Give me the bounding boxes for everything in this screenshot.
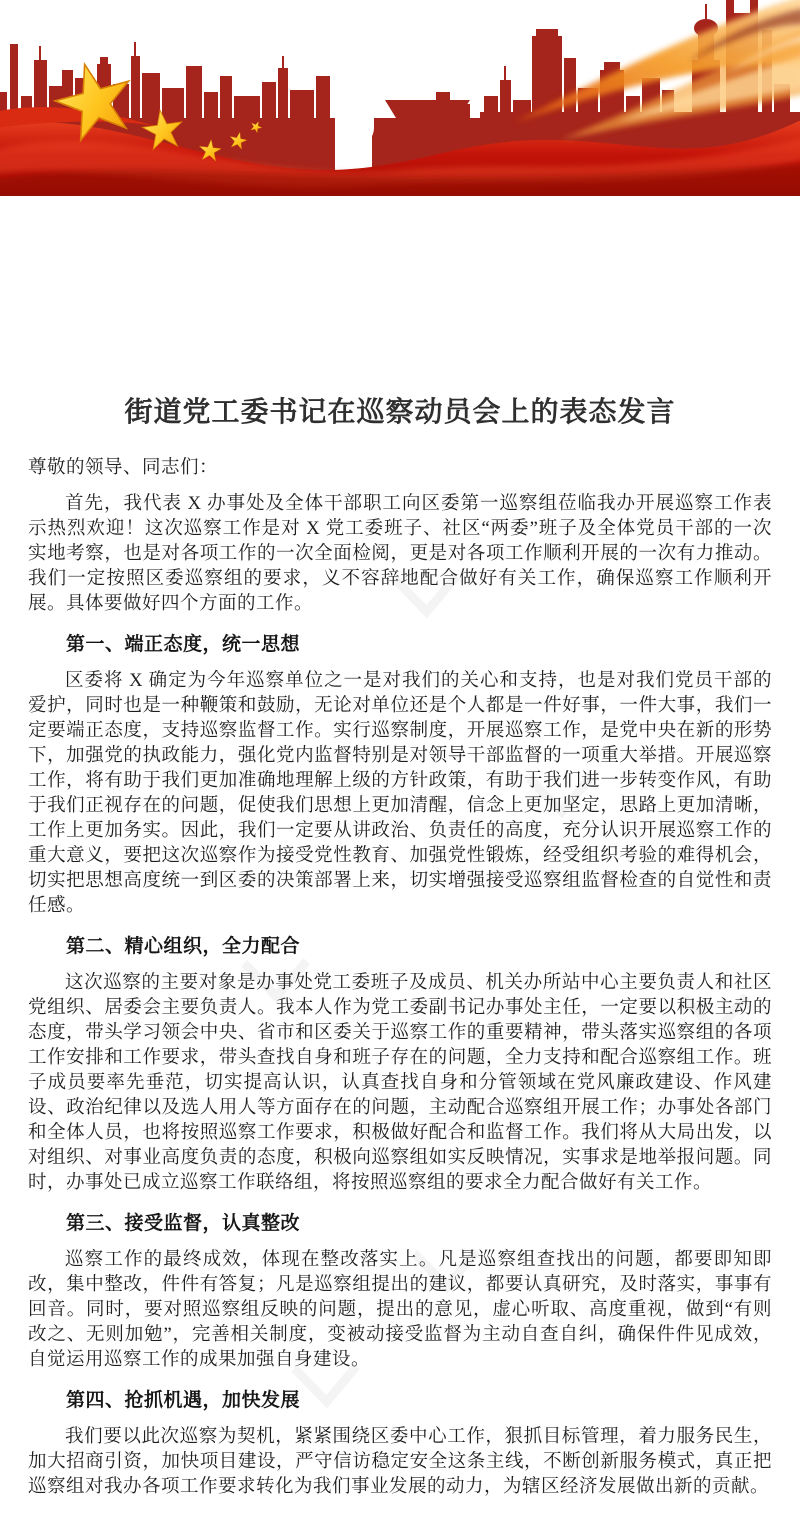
section-1-heading: 第一、端正态度，统一思想: [66, 634, 301, 655]
intro-paragraph: 首先，我代表 X 办事处及全体干部职工向区委第一巡察组莅临我办开展巡察工作表示热烈欢迎！这次巡察工作是对 X 党工委班子、社区“两委”班子及全体党员干部的一次实地考察，也是对各项工作的一次全面检阅，更是对各项工作顺利开展的一次有力推动。我们一定按照区委巡察组的要求，义不容辞地配合做好有关工作，确保巡察工作顺利开展。具体要做好四个方面的工作。: [28, 494, 772, 614]
page-title: 街道党工委书记在巡察动员会上的表态发言: [124, 397, 676, 428]
section-3-body: 巡察工作的最终成效，体现在整改落实上。凡是巡察组查找出的问题，都要即知即改，集中整改，件件有答复；凡是巡察组提出的建议，都要认真研究，及时落实，事事有回音。同时，要对照巡察组反映的问题，提出的意见，虚心听取、高度重视，做到“有则改之、无则加勉”，完善相关制度，变被动接受监督为主动自查自纠，确保件件见成效，自觉运用巡察工作的成果加强自身建设。: [28, 1250, 772, 1370]
section-2-heading: 第二、精心组织，全力配合: [66, 936, 301, 957]
section-4-heading: 第四、抢抓机遇，加快发展: [66, 1390, 301, 1411]
salutation: 尊敬的领导、同志们：: [28, 458, 219, 478]
section-1-body: 区委将 X 确定为今年巡察单位之一是对我们的关心和支持，也是对我们党员干部的爱护，同时也是一种鞭策和鼓励，无论对单位还是个人都是一件好事，一件大事，我们一定要端正态度，支持巡察监督工作。实行巡察制度，开展巡察工作，是党中央在新的形势下，加强党的执政能力，强化党内监督特别是对领导干部监督的一项重大举措。开展巡察工作，将有助于我们更加准确地理解上级的方针政策，有助于我们进一步转变作风，有助于我们正视存在的问题，促使我们思想上更加清醒，信念上更加坚定，思路上更加清晰，工作上更加务实。因此，我们一定要从讲政治、负责任的高度，充分认识开展巡察工作的重大意义，要把这次巡察作为接受党性教育、加强党性锻炼，经受组织考验的难得机会，切实把思想高度统一到区委的决策部署上来，切实增强接受巡察组监督检查的自觉性和责任感。: [28, 671, 772, 916]
section-3-heading: 第三、接受监督，认真整改: [66, 1213, 301, 1234]
skyline-gap: [337, 56, 374, 146]
banner: [0, 0, 800, 196]
section-2-body: 这次巡察的主要对象是办事处党工委班子及成员、机关办所站中心主要负责人和社区党组织、居委会主要负责人。我本人作为党工委副书记办事处主任，一定要以积极主动的态度，带头学习领会中央、省市和区委关于巡察工作的重要精神，带头落实巡察组的各项工作安排和工作要求，带头查找自身和班子存在的问题，全力支持和配合巡察组工作。班子成员要率先垂范，切实提高认识，认真查找自身和分管领域在党风廉政建设、作风建设、政治纪律以及选人用人等方面存在的问题，主动配合巡察组开展工作；办事处各部门和全体人员，也将按照巡察工作要求，积极做好配合和监督工作。我们将从大局出发，以对组织、对事业高度负责的态度，积极向巡察组如实反映情况，实事求是地举报问题。同时，办事处已成立巡察工作联络组，将按照巡察组的要求全力配合做好有关工作。: [28, 973, 772, 1193]
banner-art: [0, 0, 800, 196]
speech-document: [0, 196, 800, 1500]
section-4-body: 我们要以此次巡察为契机，紧紧围绕区委中心工作，狠抓目标管理，着力服务民生，加大招商引资，加快项目建设，严守信访稳定安全这条主线，不断创新服务模式，真正把巡察组对我办各项工作要求转化为我们事业发展的动力，为辖区经济发展做出新的贡献。: [28, 1427, 772, 1497]
